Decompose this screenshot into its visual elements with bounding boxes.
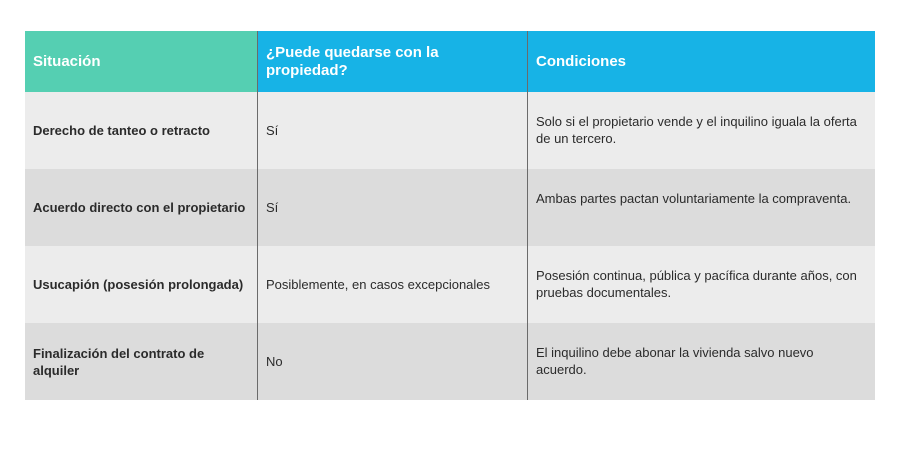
comparison-table bbox=[25, 31, 875, 400]
table-row bbox=[25, 323, 875, 400]
condiciones-cell: El inquilino debe abonar la vivienda salvo nuevo acuerdo. bbox=[527, 323, 875, 400]
table-row bbox=[25, 92, 875, 169]
puede-cell: No bbox=[257, 323, 527, 400]
header-situacion: Situación bbox=[25, 31, 257, 92]
puede-cell: Posiblemente, en casos excepcionales bbox=[257, 246, 527, 323]
condiciones-cell: Solo si el propietario vende y el inquilino iguala la oferta de un tercero. bbox=[527, 92, 875, 169]
situacion-cell: Acuerdo directo con el propietario bbox=[25, 169, 257, 246]
situacion-cell: Derecho de tanteo o retracto bbox=[25, 92, 257, 169]
condiciones-cell: Posesión continua, pública y pacífica durante años, con pruebas documentales. bbox=[527, 246, 875, 323]
situacion-cell: Finalización del contrato de alquiler bbox=[25, 323, 257, 400]
puede-cell: Sí bbox=[257, 92, 527, 169]
situacion-cell: Usucapión (posesión prolongada) bbox=[25, 246, 257, 323]
header-condiciones: Condiciones bbox=[527, 31, 875, 92]
table-row bbox=[25, 169, 875, 246]
condiciones-cell: Ambas partes pactan voluntariamente la compraventa. bbox=[527, 169, 875, 246]
table-header-row bbox=[25, 31, 875, 92]
puede-cell: Sí bbox=[257, 169, 527, 246]
header-puede-quedarse: ¿Puede quedarse con la propiedad? bbox=[257, 31, 527, 92]
table-row bbox=[25, 246, 875, 323]
